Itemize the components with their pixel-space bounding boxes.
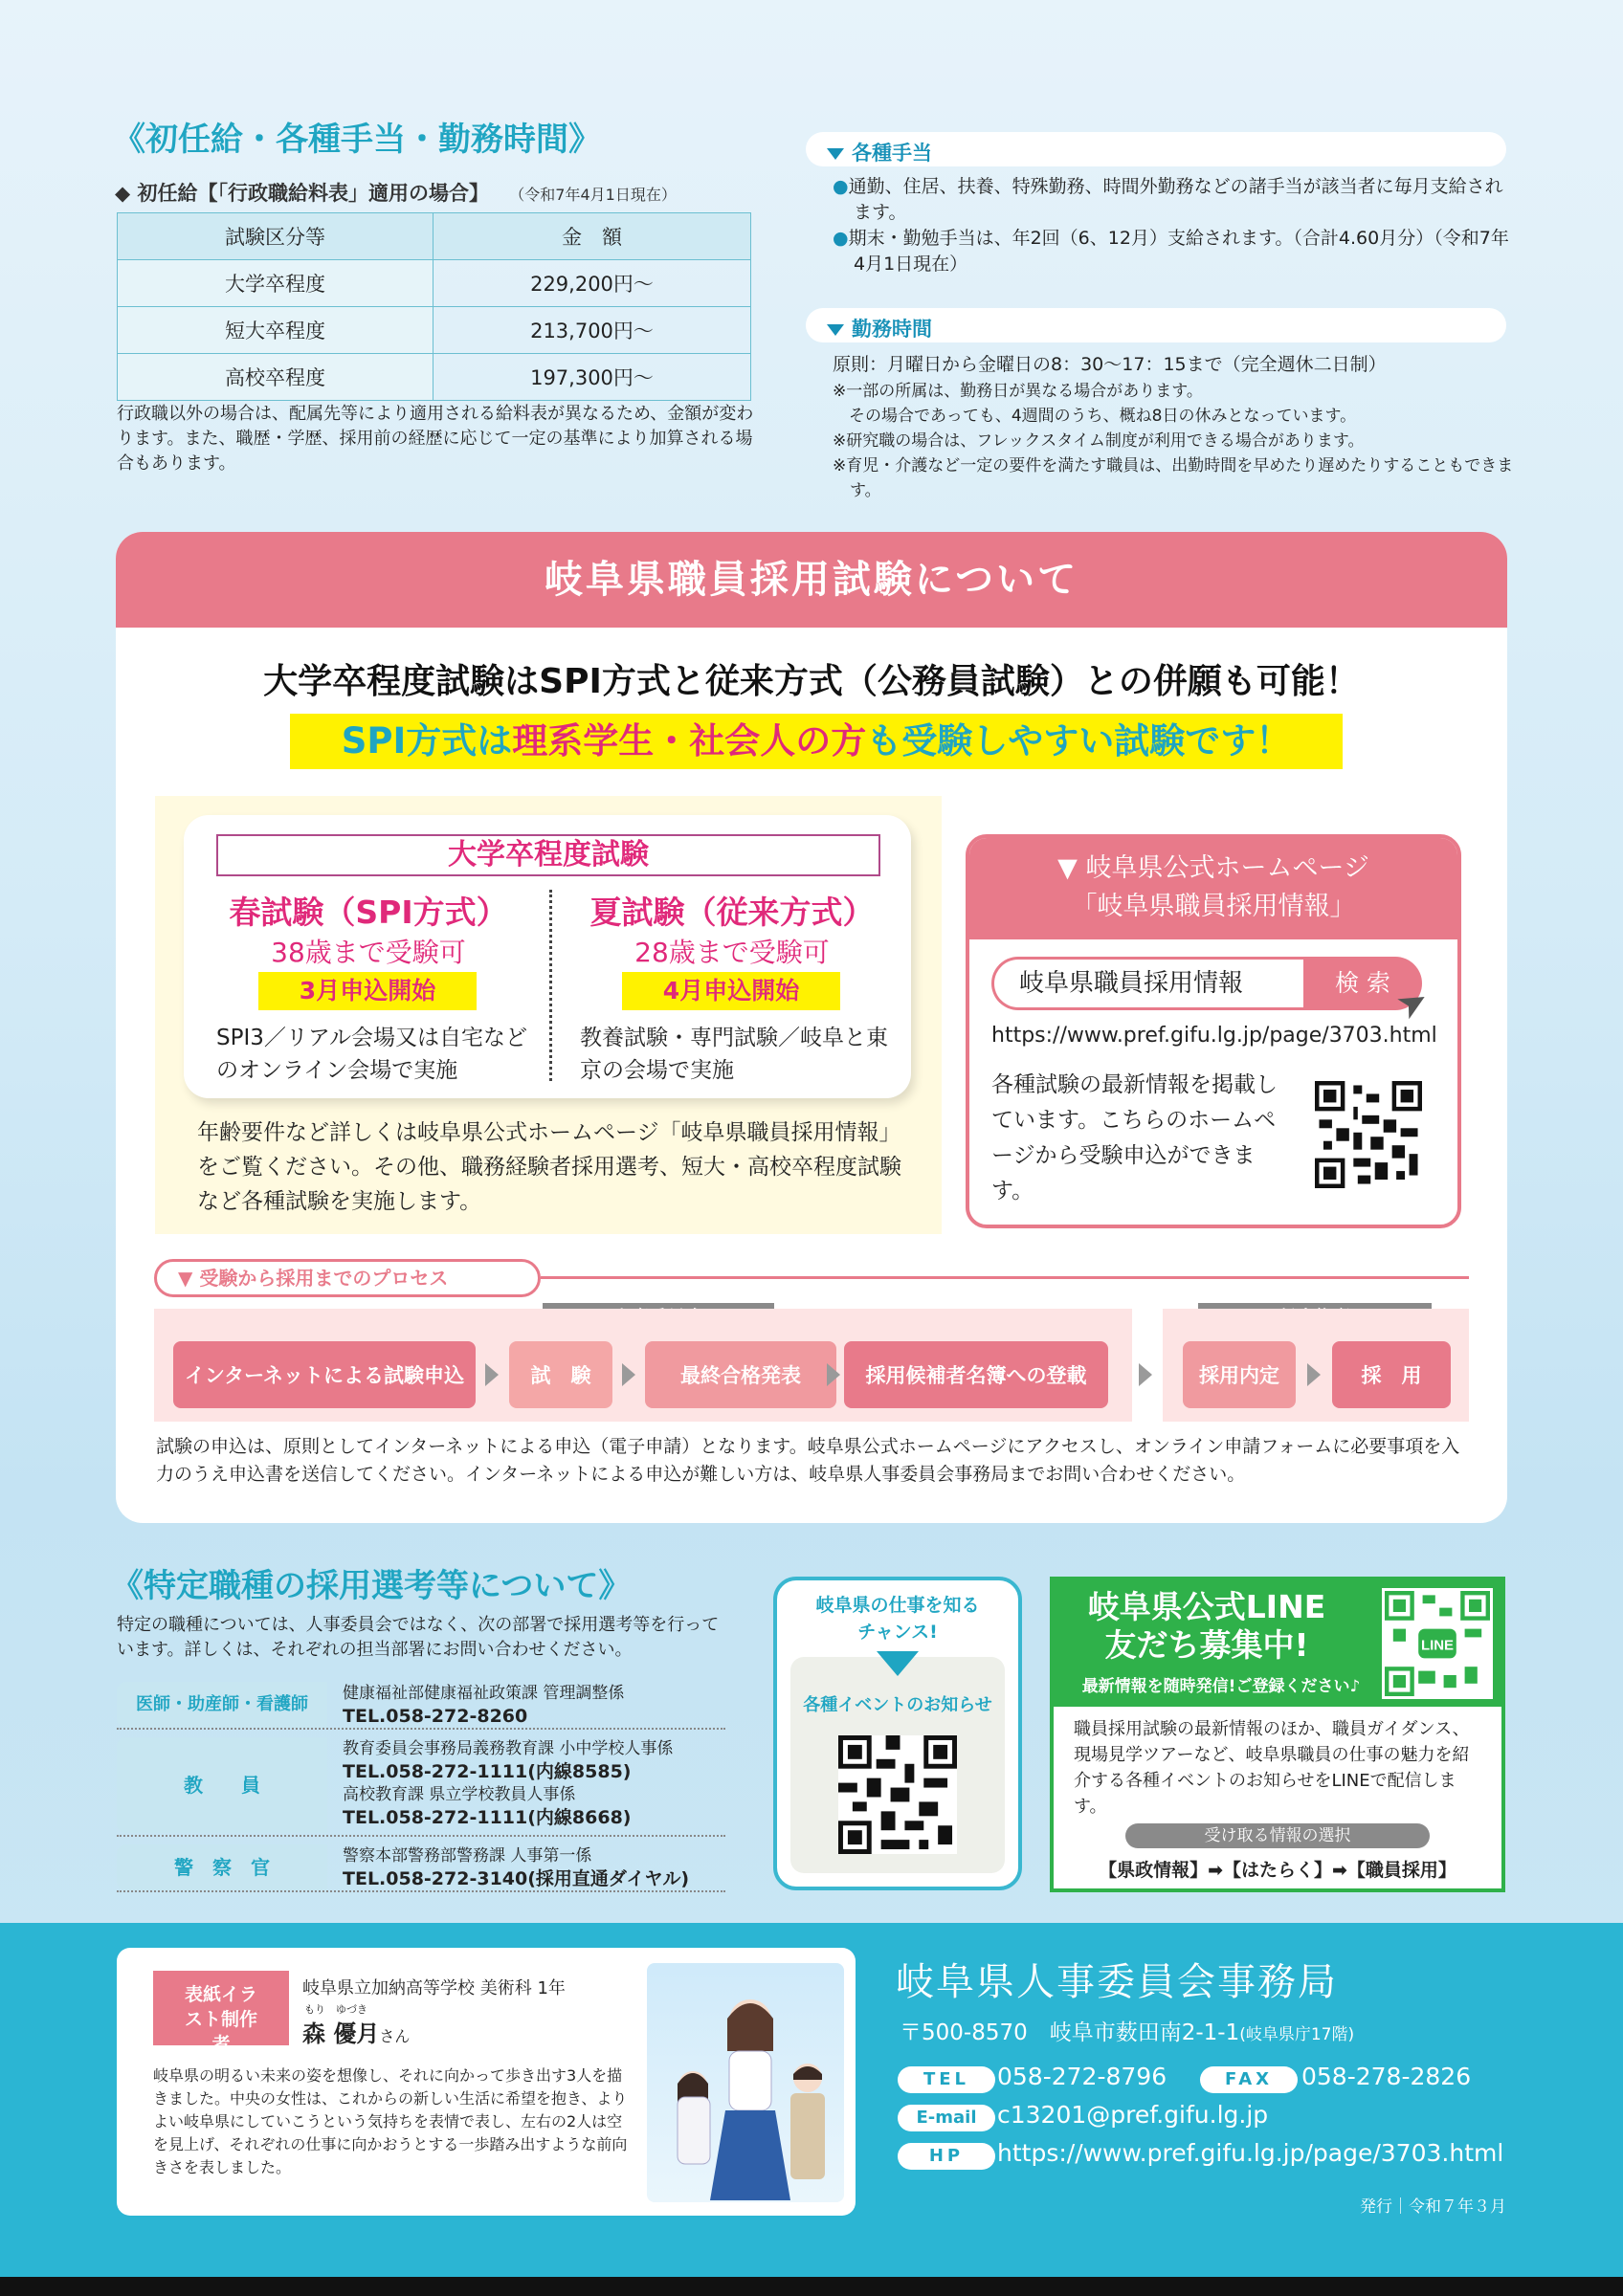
salary-date-note: （令和7年4月1日現在）: [509, 186, 677, 204]
homepage-header: [969, 838, 1457, 939]
process-step: インターネットによる試験申込: [173, 1341, 476, 1408]
office-hp[interactable]: https://www.pref.gifu.lg.jp/page/3703.html: [997, 2139, 1504, 2167]
hours-heading-text: 勤務時間: [852, 318, 932, 341]
event-title: 岐阜県の仕事を知るチャンス!: [815, 1595, 980, 1643]
divider: [549, 890, 552, 1081]
process-rule: [541, 1276, 1469, 1279]
hp-label: HP: [898, 2143, 995, 2170]
exam-subheadline: [290, 714, 1343, 769]
table-row: [118, 307, 751, 354]
process-heading: ▼ 受験から採用までのプロセス: [154, 1259, 541, 1297]
sub-text-a: SPI方式は: [341, 720, 513, 762]
special-tel: TEL.058-272-1111(内線8585): [343, 1761, 632, 1782]
allowance-heading-text: 各種手当: [852, 142, 932, 165]
line-qr-code-icon[interactable]: [1382, 1588, 1493, 1699]
office-tel[interactable]: 058-272-8796: [997, 2063, 1167, 2090]
special-dept: 教育委員会事務局義務教育課 小中学校人事係: [343, 1739, 674, 1758]
homepage-title-2: 「岐阜県職員採用情報」: [1071, 892, 1356, 921]
triangle-down-icon: [877, 1651, 919, 1676]
exam-headline: 大学卒程度試験はSPI方式と従来方式（公務員試験）との併願も可能！: [263, 662, 1360, 701]
cursor-icon: ➤: [1389, 976, 1436, 1029]
exam-banner: 岐阜県職員採用試験について: [116, 532, 1507, 628]
allowance-item-text: 通勤、住居、扶養、特殊勤務、時間外勤務などの諸手当が該当者に毎月支給されます。: [848, 176, 1503, 223]
summer-desc: 教養試験・専門試験／岐阜と東京の会場で実施: [580, 1026, 888, 1083]
table-cell: 高校卒程度: [118, 354, 434, 401]
line-desc: 職員採用試験の最新情報のほか、職員ガイダンス、現場見学ツアーなど、岐阜県職員の仕事の魅力を紹介する各種イベントのお知らせをLINEで配信します。: [1074, 1719, 1470, 1817]
list-item: ※一部の所属は、勤務日が異なる場合があります。: [833, 382, 1203, 401]
line-select-label: 受け取る情報の選択: [1125, 1823, 1430, 1848]
mail-label: E-mail: [898, 2105, 995, 2131]
hours-main: 原則：月曜日から金曜日の8：30～17：15まで（完全週休二日制）: [833, 354, 1387, 375]
special-tel: TEL.058-272-8260: [343, 1706, 528, 1727]
table-header-row: [118, 213, 751, 260]
special-tel: TEL.058-272-3140(採用直通ダイヤル): [343, 1868, 690, 1889]
salary-subtitle-text: ◆ 初任給【「行政職給料表」適用の場合】: [115, 182, 489, 205]
table-cell: 197,300円～: [434, 354, 751, 401]
office-name: 岐阜県人事委員会事務局: [896, 1960, 1338, 2004]
office-address: 〒500-8570 岐阜市薮田南2-1-1: [900, 2020, 1240, 2045]
allowance-list: [833, 174, 1514, 277]
list-item: ※育児・介護など一定の要件を満たす職員は、出勤時間を早めたり遅めたりすることもできます。: [833, 456, 1514, 500]
summer-title: 夏試験（従来方式）: [589, 894, 875, 931]
table-row: [118, 260, 751, 307]
published-note: 発行｜令和７年３月: [1360, 2197, 1506, 2217]
special-dept: 高校教育課 県立学校教員人事係: [343, 1785, 576, 1804]
cover-name-wrap: [302, 2015, 410, 2048]
event-label: 各種イベントのお知らせ: [803, 1695, 992, 1715]
table-header: 試験区分等: [118, 213, 434, 260]
triangle-down-icon: [827, 324, 844, 336]
search-input[interactable]: 岐阜県職員採用情報: [991, 957, 1307, 1010]
process-step: 採用内定: [1183, 1341, 1296, 1408]
spring-desc: SPI3／リアル会場又は自宅などのオンライン会場で実施: [216, 1026, 527, 1083]
special-label: 医師・助産師・看護師: [117, 1682, 327, 1728]
summer-age: 28歳まで受験可: [634, 937, 830, 968]
fax-label: FAX: [1200, 2066, 1298, 2093]
line-title-1: 岐阜県公式LINE: [1087, 1588, 1326, 1625]
special-contact: [343, 1682, 624, 1728]
list-item: [833, 174, 1514, 226]
list-item: その場合であっても、4週間のうち、概ね8日の休みとなっています。: [833, 407, 1357, 426]
homepage-url[interactable]: https://www.pref.gifu.lg.jp/page/3703.html: [991, 1024, 1437, 1048]
process-step: 採用候補者名簿への登載: [844, 1341, 1108, 1408]
homepage-title-1: ▼ 岐阜県公式ホームページ: [1057, 853, 1369, 883]
office-fax: 058-278-2826: [1301, 2063, 1472, 2090]
cover-illustration: [647, 1963, 844, 2202]
cover-ruby: もり ゆづき: [304, 2003, 367, 2016]
line-sub: 最新情報を随時発信!ご登録ください♪: [1081, 1677, 1361, 1696]
special-section-title: 《特定職種の採用選考等について》: [111, 1567, 632, 1605]
line-title-2: 友だち募集中!: [1104, 1626, 1309, 1664]
bullet-icon: ●: [833, 228, 849, 249]
special-intro: 特定の職種については、人事委員会ではなく、次の部署で採用選考等を行っています。詳しくは、それぞれの担当部署にお問い合わせください。: [117, 1615, 720, 1660]
arrow-right-icon: [622, 1363, 635, 1386]
exam-detail-text: 年齢要件など詳しくは岐阜県公式ホームページ「岐阜県職員採用情報」をご覧ください。その他、職務経験者採用選考、短大・高校卒程度試験など各種試験を実施します。: [197, 1120, 901, 1214]
special-label: 教 員: [117, 1737, 327, 1833]
line-qr-text: LINE: [1420, 1637, 1455, 1654]
salary-section-title: 《初任給・各種手当・勤務時間》: [113, 121, 601, 159]
allowance-heading: [806, 132, 1506, 166]
table-cell: 229,200円～: [434, 260, 751, 307]
table-cell: 大学卒程度: [118, 260, 434, 307]
arrow-right-icon: [1139, 1363, 1152, 1386]
special-tel: TEL.058-272-1111(内線8668): [343, 1807, 632, 1828]
special-row: [117, 1682, 725, 1730]
special-contact: [343, 1737, 673, 1829]
qr-code-icon[interactable]: [838, 1735, 957, 1854]
cover-school: 岐阜県立加納高等学校 美術科 1年: [302, 1978, 566, 1998]
homepage-desc: 各種試験の最新情報を掲載しています。こちらのホームページから受験申込ができます。: [991, 1072, 1278, 1203]
table-header: 金 額: [434, 213, 751, 260]
exam-box-title: 大学卒程度試験: [216, 834, 880, 876]
special-row: [117, 1737, 725, 1837]
special-dept: 警察本部警務部警務課 人事第一係: [343, 1846, 592, 1866]
spring-age: 38歳まで受験可: [271, 937, 466, 968]
office-address-wrap: [900, 2015, 1354, 2046]
special-dept: 健康福祉部健康福祉政策課 管理調整係: [343, 1684, 625, 1703]
list-item: [833, 226, 1514, 277]
spring-title: 春試験（SPI方式）: [229, 894, 508, 931]
special-label: 警 察 官: [117, 1844, 327, 1890]
bullet-icon: ●: [833, 176, 849, 197]
office-address-note: (岐阜県庁17階): [1239, 2025, 1355, 2044]
office-mail[interactable]: c13201@pref.gifu.lg.jp: [997, 2101, 1269, 2129]
line-path: 【県政情報】➡【はたらく】➡【職員採用】: [1099, 1860, 1456, 1881]
arrow-right-icon: [827, 1363, 840, 1386]
sub-text-c: も受験しやすい試験です！: [866, 720, 1292, 762]
sub-text-b: 理系学生・社会人の方: [512, 720, 867, 762]
table-row: [118, 354, 751, 401]
spring-start: 3月申込開始: [258, 972, 477, 1010]
process-step: 採 用: [1332, 1341, 1451, 1408]
summer-start: 4月申込開始: [622, 972, 840, 1010]
salary-table: [117, 212, 751, 401]
table-cell: 213,700円～: [434, 307, 751, 354]
cover-desc: 岐阜県の明るい未来の姿を想像し、それに向かって歩き出す3人を描きました。中央の女性は、これからの新しい生活に希望を抱き、よりよい岐阜県にしていこうという気持ちを表情で表し、左右の2人は空を見上げ、それぞれの仕事に向かおうとする一歩踏み出すような前向きさを表しました。: [153, 2066, 628, 2176]
special-row: [117, 1844, 725, 1892]
line-title: [1058, 1588, 1355, 1665]
triangle-down-icon: [827, 148, 844, 160]
hours-notes: [833, 379, 1514, 503]
tel-label: TEL: [898, 2066, 995, 2093]
salary-note: 行政職以外の場合は、配属先等により適用される給料表が異なるため、金額が変わります。また、職歴・学歴、採用前の経歴に応じて一定の基準により加算される場合もあります。: [117, 404, 754, 474]
cover-name: 森 優月: [302, 2020, 380, 2047]
table-cell: 短大卒程度: [118, 307, 434, 354]
salary-subtitle: [115, 178, 677, 207]
process-note: 試験の申込は、原則としてインターネットによる申込（電子申請）となります。岐阜県公式ホームページにアクセスし、オンライン申請フォームに必要事項を入力のうえ申込書を送信してください。インターネットによる申込が難しい方は、岐阜県人事委員会事務局までお問い合わせください。: [156, 1436, 1460, 1485]
search-button[interactable]: 検 索: [1303, 957, 1422, 1010]
allowance-item-text: 期末・勤勉手当は、年2回（6、12月）支給されます。（合計4.60月分）（令和7年4月1日現在）: [848, 228, 1509, 275]
hours-heading: [806, 308, 1506, 342]
arrow-right-icon: [485, 1363, 499, 1386]
cover-san: さん: [379, 2027, 411, 2045]
list-item: ※研究職の場合は、フレックスタイム制度が利用できる場合があります。: [833, 431, 1365, 451]
special-contact: [343, 1844, 689, 1890]
bottom-edge: [0, 2277, 1623, 2296]
cover-badge: 表紙イラスト制作者: [153, 1971, 289, 2045]
arrow-right-icon: [1307, 1363, 1321, 1386]
qr-code-icon[interactable]: [1315, 1081, 1422, 1188]
process-step: 最終合格発表: [645, 1341, 836, 1408]
process-step: 試 験: [509, 1341, 612, 1408]
